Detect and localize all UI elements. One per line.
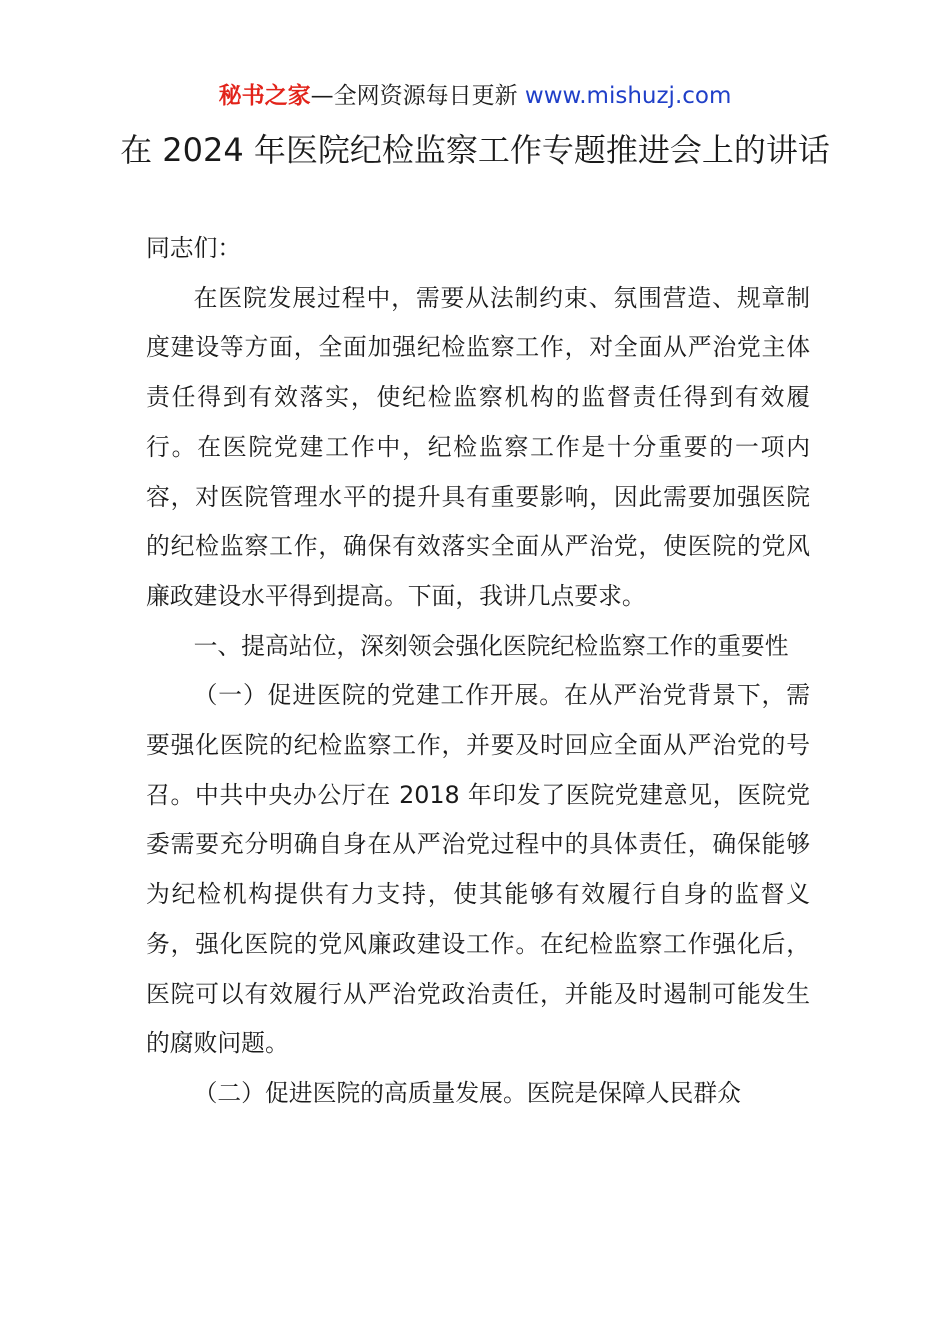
salutation: 同志们：: [146, 234, 242, 262]
intro-paragraph: 在医院发展过程中，需要从法制约束、氛围营造、规章制度建设等方面，全面加强纪检监察工作，对全面从严治党主体责任得到有效落实，使纪检监察机构的监督责任得到有效履行。在医院党建工作中，纪检监察工作是十分重要的一项内容，对医院管理水平的提升具有重要影响，因此需要加强医院的纪检监察工作，确保有效落实全面从严治党，使医院的党风廉政建设水平得到提高。下面，我讲几点要求。: [146, 283, 810, 610]
document-body: [146, 224, 810, 1119]
subsection-paragraph-2: （二）促进医院的高质量发展。医院是保障人民群众: [193, 1078, 741, 1107]
section-heading-1: 一、提高站位，深刻领会强化医院纪检监察工作的重要性: [193, 631, 789, 660]
site-url-link[interactable]: www.mishuzj.com: [524, 83, 732, 109]
document-title: 在 2024 年医院纪检监察工作专题推进会上的讲话: [120, 131, 830, 169]
site-header: [0, 78, 950, 114]
header-tagline: —全网资源每日更新: [310, 83, 525, 109]
subsection-paragraph-1: （一）促进医院的党建工作开展。在从严治党背景下，需要强化医院的纪检监察工作，并要及时回应全面从严治党的号召。中共中央办公厅在 2018 年印发了医院党建意见，医院党委需要充分明确自身在从严治党过程中的具体责任，确保能够为纪检机构提供有力支持，使其能够有效履行自身的监督义务，强化医院的党风廉政建设工作。在纪检监察工作强化后，医院可以有效履行从严治党政治责任，并能及时遏制可能发生的腐败问题。: [146, 681, 810, 1058]
brand-name: 秘书之家: [218, 83, 311, 109]
